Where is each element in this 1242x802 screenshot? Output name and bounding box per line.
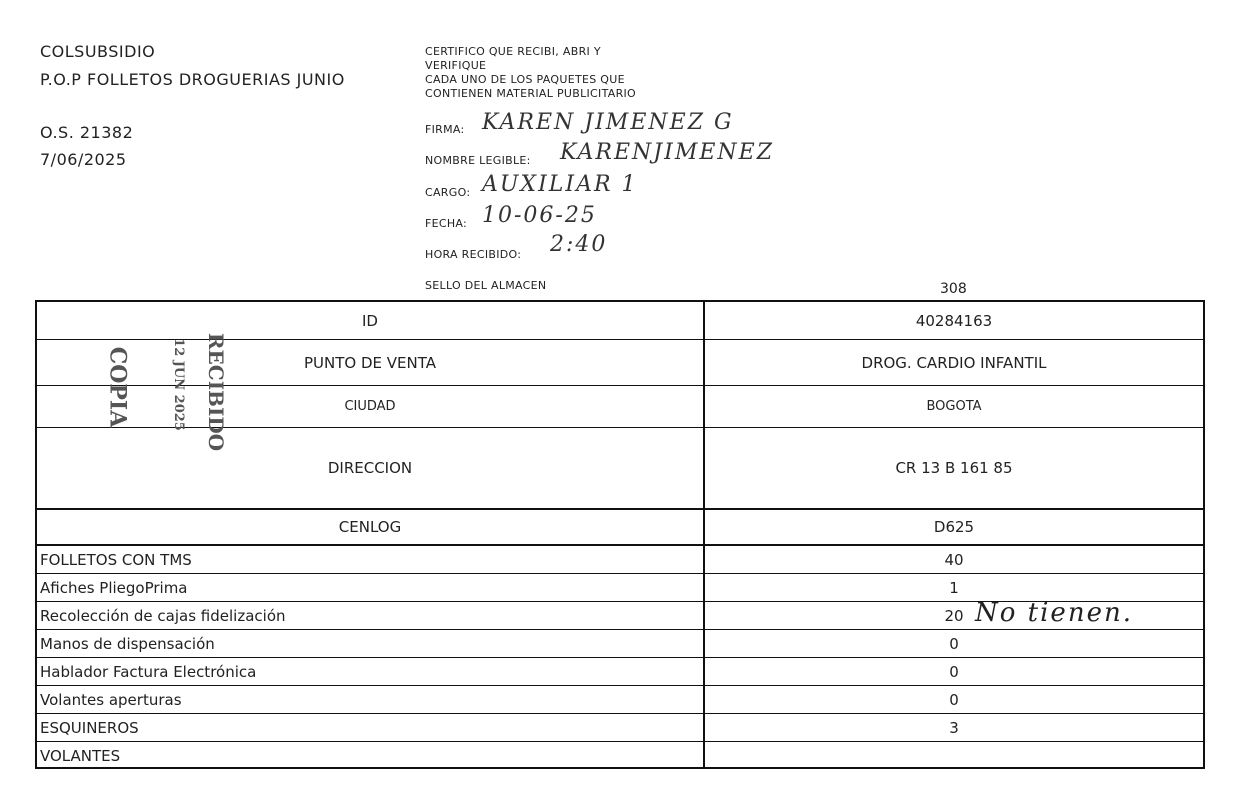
certificate-line: CONTIENEN MATERIAL PUBLICITARIO bbox=[425, 87, 637, 100]
item-value bbox=[705, 742, 1203, 769]
id-value: 40284163 bbox=[915, 311, 993, 330]
table-row bbox=[37, 630, 1203, 658]
id-label: ID bbox=[37, 302, 705, 339]
stamp-received: RECIBIDO bbox=[204, 332, 229, 452]
document-date: 7/06/2025 bbox=[40, 150, 127, 169]
table-row bbox=[37, 714, 1203, 742]
certificate-line: VERIFIQUE bbox=[425, 59, 487, 72]
code-number: 308 bbox=[940, 281, 967, 297]
pv-label: PUNTO DE VENTA bbox=[37, 340, 705, 385]
item-value: 0 bbox=[949, 690, 959, 709]
ciudad-label: CIUDAD bbox=[37, 386, 705, 427]
item-label: Manos de dispensación bbox=[37, 630, 705, 657]
item-label: Volantes aperturas bbox=[37, 686, 705, 713]
firma-signature: KAREN JIMENEZ G bbox=[482, 110, 734, 135]
direccion-label: DIRECCION bbox=[37, 428, 705, 508]
nombre-label: NOMBRE LEGIBLE: bbox=[425, 154, 531, 167]
company-name: COLSUBSIDIO bbox=[40, 42, 156, 61]
sello-label: SELLO DEL ALMACEN bbox=[425, 279, 547, 292]
item-value: 0 bbox=[949, 634, 959, 653]
delivery-table bbox=[35, 300, 1205, 769]
item-label: Afiches PliegoPrima bbox=[37, 574, 705, 601]
nombre-value: KARENJIMENEZ bbox=[560, 140, 774, 165]
item-label: Hablador Factura Electrónica bbox=[37, 658, 705, 685]
item-label: Recolección de cajas fidelización bbox=[37, 602, 705, 629]
cargo-value: AUXILIAR 1 bbox=[482, 172, 638, 197]
table-row bbox=[37, 510, 1203, 546]
pv-value: DROG. CARDIO INFANTIL bbox=[861, 353, 1047, 372]
firma-label: FIRMA: bbox=[425, 123, 465, 136]
hora-label: HORA RECIBIDO: bbox=[425, 248, 522, 261]
fecha-value: 10-06-25 bbox=[482, 203, 597, 228]
cenlog-label: CENLOG bbox=[37, 510, 705, 544]
item-value: 0 bbox=[949, 662, 959, 681]
item-value: 3 bbox=[949, 718, 959, 737]
ciudad-value: BOGOTA bbox=[926, 399, 982, 414]
item-value: 1 bbox=[949, 578, 959, 597]
cargo-label: CARGO: bbox=[425, 186, 471, 199]
table-row bbox=[37, 658, 1203, 686]
certificate-block bbox=[425, 44, 636, 102]
fecha-label: FECHA: bbox=[425, 217, 468, 230]
cenlog-value: D625 bbox=[933, 518, 975, 536]
item-value: 40 bbox=[944, 550, 964, 569]
item-value: 20 bbox=[944, 606, 964, 625]
service-order: O.S. 21382 bbox=[40, 123, 134, 142]
direccion-value: CR 13 B 161 85 bbox=[895, 459, 1013, 477]
certificate-line: CADA UNO DE LOS PAQUETES QUE bbox=[425, 73, 625, 86]
table-row bbox=[37, 546, 1203, 574]
stamp-date: 12 JUN 2025 bbox=[170, 338, 186, 431]
certificate-line: CERTIFICO QUE RECIBI, ABRI Y bbox=[425, 45, 601, 58]
table-row bbox=[37, 686, 1203, 714]
campaign-title: P.O.P FOLLETOS DROGUERIAS JUNIO bbox=[40, 70, 345, 89]
stamp-copy: COPIA bbox=[104, 346, 131, 428]
item-label: ESQUINEROS bbox=[37, 714, 705, 741]
item-label: VOLANTES bbox=[37, 742, 705, 769]
hora-value: 2:40 bbox=[550, 232, 608, 257]
handwritten-note: No tienen. bbox=[975, 598, 1133, 628]
table-row bbox=[37, 742, 1203, 769]
item-label: FOLLETOS CON TMS bbox=[37, 546, 705, 573]
